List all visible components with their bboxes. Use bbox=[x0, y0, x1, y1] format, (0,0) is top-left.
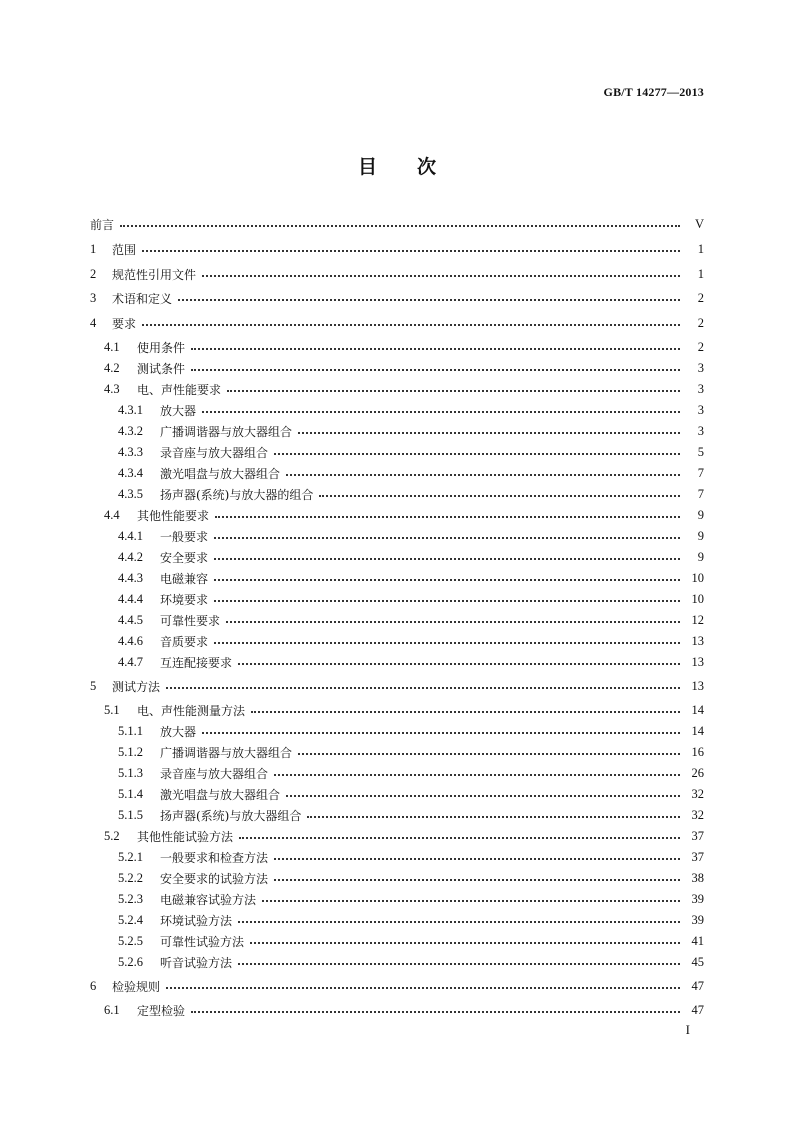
toc-entry-page: 16 bbox=[691, 744, 704, 759]
toc-leader-dots bbox=[238, 663, 680, 665]
toc-entry-page: 37 bbox=[691, 849, 704, 864]
toc-entry-page: V bbox=[694, 216, 704, 231]
toc-leader-dots bbox=[191, 1011, 680, 1013]
toc-entry-title: 范围 bbox=[112, 242, 137, 257]
toc-entry-title: 定型检验 bbox=[137, 1003, 186, 1018]
toc-entry-page: 2 bbox=[697, 339, 704, 354]
toc-entry-page: 13 bbox=[691, 678, 704, 693]
toc-entry-title: 电磁兼容试验方法 bbox=[160, 892, 257, 907]
toc-leader-dots bbox=[250, 942, 680, 944]
toc-entry[interactable] bbox=[0, 700, 794, 720]
toc-entry-number: 4 bbox=[90, 315, 97, 330]
toc-entry-page: 41 bbox=[691, 933, 704, 948]
toc-entry-page: 13 bbox=[691, 633, 704, 648]
toc-entry-title: 广播调谐器与放大器组合 bbox=[160, 424, 293, 439]
toc-entry-page: 3 bbox=[697, 423, 704, 438]
toc-entry-title: 其他性能要求 bbox=[137, 508, 210, 523]
toc-entry[interactable] bbox=[0, 847, 794, 867]
toc-leader-dots bbox=[191, 369, 680, 371]
toc-entry[interactable] bbox=[0, 676, 794, 696]
toc-entry-page: 38 bbox=[691, 870, 704, 885]
toc-leader-dots bbox=[298, 432, 680, 434]
page-title bbox=[0, 152, 794, 179]
toc-entry-title: 广播调谐器与放大器组合 bbox=[160, 745, 293, 760]
toc-entry[interactable] bbox=[0, 910, 794, 930]
toc-leader-dots bbox=[227, 390, 680, 392]
toc-entry[interactable] bbox=[0, 421, 794, 441]
toc-entry-title: 可靠性试验方法 bbox=[160, 934, 245, 949]
toc-entry-page: 9 bbox=[697, 549, 704, 564]
toc-leader-dots bbox=[214, 537, 680, 539]
toc-entry-page: 39 bbox=[691, 912, 704, 927]
toc-entry[interactable] bbox=[0, 976, 794, 996]
toc-entry-page: 39 bbox=[691, 891, 704, 906]
toc-entry[interactable] bbox=[0, 610, 794, 630]
toc-leader-dots bbox=[274, 879, 680, 881]
toc-entry[interactable] bbox=[0, 805, 794, 825]
toc-entry-number: 4.4.6 bbox=[118, 633, 143, 648]
toc-entry-page: 32 bbox=[691, 807, 704, 822]
toc-entry-title: 使用条件 bbox=[137, 340, 186, 355]
toc-entry-page: 14 bbox=[691, 702, 704, 717]
toc-entry-number: 5.2.3 bbox=[118, 891, 143, 906]
toc-leader-dots bbox=[286, 474, 680, 476]
toc-leader-dots bbox=[215, 516, 680, 518]
toc-entry-page: 12 bbox=[691, 612, 704, 627]
toc-entry[interactable] bbox=[0, 505, 794, 525]
toc-entry-number: 6.1 bbox=[104, 1002, 120, 1017]
toc-entry[interactable] bbox=[0, 1000, 794, 1020]
toc-entry-page: 7 bbox=[697, 465, 704, 480]
toc-entry-title: 可靠性要求 bbox=[160, 613, 221, 628]
toc-entry-page: 9 bbox=[697, 528, 704, 543]
toc-entry-title: 电磁兼容 bbox=[160, 571, 209, 586]
toc-leader-dots bbox=[202, 732, 680, 734]
toc-entry-page: 10 bbox=[691, 570, 704, 585]
toc-entry-title: 放大器 bbox=[160, 724, 197, 739]
toc-entry-title: 扬声器(系统)与放大器的组合 bbox=[160, 487, 314, 502]
toc-entry-number: 5.1.1 bbox=[118, 723, 143, 738]
toc-entry[interactable] bbox=[0, 931, 794, 951]
toc-leader-dots bbox=[142, 324, 680, 326]
toc-entry-number: 5.1.4 bbox=[118, 786, 143, 801]
title-part-2: 次 bbox=[417, 156, 437, 178]
toc-entry[interactable] bbox=[0, 547, 794, 567]
toc-entry-number: 5.1.2 bbox=[118, 744, 143, 759]
toc-entry-title: 听音试验方法 bbox=[160, 955, 233, 970]
toc-entry-page: 14 bbox=[691, 723, 704, 738]
toc-entry-title: 激光唱盘与放大器组合 bbox=[160, 787, 281, 802]
toc-entry-page: 47 bbox=[691, 978, 704, 993]
toc-entry[interactable] bbox=[0, 400, 794, 420]
toc-entry-page: 3 bbox=[697, 381, 704, 396]
toc-entry[interactable] bbox=[0, 589, 794, 609]
toc-leader-dots bbox=[286, 795, 680, 797]
toc-leader-dots bbox=[120, 225, 680, 227]
toc-entry-number: 4.3.2 bbox=[118, 423, 143, 438]
toc-leader-dots bbox=[238, 921, 680, 923]
toc-entry-number: 4.4.1 bbox=[118, 528, 143, 543]
toc-leader-dots bbox=[202, 275, 680, 277]
toc-entry-title: 录音座与放大器组合 bbox=[160, 766, 269, 781]
toc-entry-page: 7 bbox=[697, 486, 704, 501]
document-code: GB/T 14277—2013 bbox=[603, 85, 704, 99]
toc-entry-page: 1 bbox=[697, 266, 704, 281]
toc-entry[interactable] bbox=[0, 721, 794, 741]
toc-entry-number: 5 bbox=[90, 678, 97, 693]
toc-entry-page: 5 bbox=[697, 444, 704, 459]
toc-entry[interactable] bbox=[0, 631, 794, 651]
toc-leader-dots bbox=[238, 963, 680, 965]
toc-entry-title: 一般要求和检查方法 bbox=[160, 850, 269, 865]
toc-entry-number: 4.4.3 bbox=[118, 570, 143, 585]
toc-entry-title: 安全要求的试验方法 bbox=[160, 871, 269, 886]
toc-entry[interactable] bbox=[0, 952, 794, 972]
toc-leader-dots bbox=[262, 900, 680, 902]
toc-entry-number: 4.1 bbox=[104, 339, 120, 354]
toc-entry-page: 13 bbox=[691, 654, 704, 669]
toc-entry-number: 4.4 bbox=[104, 507, 120, 522]
toc-entry[interactable] bbox=[0, 214, 794, 234]
toc-entry-number: 4.4.2 bbox=[118, 549, 143, 564]
toc-entry[interactable] bbox=[0, 652, 794, 672]
toc-entry-number: 5.1 bbox=[104, 702, 120, 717]
toc-entry-number: 4.3 bbox=[104, 381, 120, 396]
toc-leader-dots bbox=[166, 987, 680, 989]
toc-leader-dots bbox=[214, 558, 680, 560]
toc-entry[interactable] bbox=[0, 239, 794, 259]
toc-entry-number: 3 bbox=[90, 290, 97, 305]
toc-entry-title: 测试条件 bbox=[137, 361, 186, 376]
toc-entry-page: 3 bbox=[697, 402, 704, 417]
toc-entry-title: 要求 bbox=[112, 316, 137, 331]
toc-entry-number: 5.2.6 bbox=[118, 954, 143, 969]
toc-entry[interactable] bbox=[0, 313, 794, 333]
toc-entry[interactable] bbox=[0, 264, 794, 284]
toc-entry[interactable] bbox=[0, 526, 794, 546]
toc-entry[interactable] bbox=[0, 742, 794, 762]
toc-leader-dots bbox=[298, 753, 680, 755]
toc-leader-dots bbox=[142, 250, 680, 252]
toc-entry[interactable] bbox=[0, 442, 794, 462]
toc-entry[interactable] bbox=[0, 826, 794, 846]
toc-entry-number: 6 bbox=[90, 978, 97, 993]
toc-entry[interactable] bbox=[0, 568, 794, 588]
toc-entry-title: 互连配接要求 bbox=[160, 655, 233, 670]
toc-entry-title: 一般要求 bbox=[160, 529, 209, 544]
toc-leader-dots bbox=[307, 816, 680, 818]
toc-entry-number: 4.3.5 bbox=[118, 486, 143, 501]
toc-entry-page: 47 bbox=[691, 1002, 704, 1017]
toc-entry-title: 电、声性能要求 bbox=[137, 382, 222, 397]
page-number: I bbox=[685, 1022, 690, 1037]
toc-entry-page: 45 bbox=[691, 954, 704, 969]
toc-entry-title: 其他性能试验方法 bbox=[137, 829, 234, 844]
toc-entry-page: 2 bbox=[697, 290, 704, 305]
toc-entry-number: 5.2.5 bbox=[118, 933, 143, 948]
toc-leader-dots bbox=[274, 858, 680, 860]
toc-entry-number: 4.2 bbox=[104, 360, 120, 375]
title-part-1: 目 bbox=[357, 156, 377, 178]
toc-entry-number: 5.1.5 bbox=[118, 807, 143, 822]
toc-entry-page: 32 bbox=[691, 786, 704, 801]
toc-entry-title: 音质要求 bbox=[160, 634, 209, 649]
toc-leader-dots bbox=[191, 348, 680, 350]
toc-entry[interactable] bbox=[0, 889, 794, 909]
toc-entry-title: 安全要求 bbox=[160, 550, 209, 565]
toc-entry-title: 录音座与放大器组合 bbox=[160, 445, 269, 460]
toc-leader-dots bbox=[226, 621, 680, 623]
toc-entry[interactable] bbox=[0, 784, 794, 804]
toc-entry-number: 5.2.1 bbox=[118, 849, 143, 864]
toc-entry-title: 扬声器(系统)与放大器组合 bbox=[160, 808, 302, 823]
toc-entry[interactable] bbox=[0, 379, 794, 399]
toc-entry-title: 电、声性能测量方法 bbox=[137, 703, 246, 718]
toc-entry-number: 5.2.4 bbox=[118, 912, 143, 927]
toc-entry-page: 37 bbox=[691, 828, 704, 843]
toc-leader-dots bbox=[214, 579, 680, 581]
toc-leader-dots bbox=[214, 642, 680, 644]
toc-entry-page: 10 bbox=[691, 591, 704, 606]
toc-entry-page: 3 bbox=[697, 360, 704, 375]
toc-entry[interactable] bbox=[0, 763, 794, 783]
toc-entry-title: 术语和定义 bbox=[112, 291, 173, 306]
toc-entry-number: 4.3.1 bbox=[118, 402, 143, 417]
toc-entry-title: 前言 bbox=[90, 217, 115, 232]
toc-entry-number: 4.4.4 bbox=[118, 591, 143, 606]
toc-entry-title: 规范性引用文件 bbox=[112, 267, 197, 282]
toc-entry[interactable] bbox=[0, 463, 794, 483]
toc-entry-number: 1 bbox=[90, 241, 97, 256]
toc-entry[interactable] bbox=[0, 484, 794, 504]
toc-leader-dots bbox=[274, 453, 680, 455]
toc-entry-page: 1 bbox=[697, 241, 704, 256]
toc-entry-page: 9 bbox=[697, 507, 704, 522]
toc-leader-dots bbox=[178, 299, 680, 301]
toc-entry[interactable] bbox=[0, 868, 794, 888]
toc-entry-number: 2 bbox=[90, 266, 97, 281]
toc-entry-number: 5.1.3 bbox=[118, 765, 143, 780]
toc-entry-number: 5.2 bbox=[104, 828, 120, 843]
toc-entry-title: 环境要求 bbox=[160, 592, 209, 607]
toc-entry-page: 2 bbox=[697, 315, 704, 330]
toc-entry-number: 4.3.4 bbox=[118, 465, 143, 480]
toc-leader-dots bbox=[166, 687, 680, 689]
toc-leader-dots bbox=[214, 600, 680, 602]
toc-entry-number: 4.4.5 bbox=[118, 612, 143, 627]
toc-leader-dots bbox=[251, 711, 680, 713]
toc-entry-title: 放大器 bbox=[160, 403, 197, 418]
toc-entry[interactable] bbox=[0, 288, 794, 308]
toc-leader-dots bbox=[239, 837, 680, 839]
toc-entry-title: 测试方法 bbox=[112, 679, 161, 694]
toc-leader-dots bbox=[319, 495, 680, 497]
toc-leader-dots bbox=[274, 774, 680, 776]
toc-entry-number: 4.3.3 bbox=[118, 444, 143, 459]
toc-entry-title: 激光唱盘与放大器组合 bbox=[160, 466, 281, 481]
toc-entry-page: 26 bbox=[691, 765, 704, 780]
toc-entry-title: 环境试验方法 bbox=[160, 913, 233, 928]
toc-entry[interactable] bbox=[0, 337, 794, 357]
toc-leader-dots bbox=[202, 411, 680, 413]
toc-entry[interactable] bbox=[0, 358, 794, 378]
toc-entry-number: 4.4.7 bbox=[118, 654, 143, 669]
toc-entry-number: 5.2.2 bbox=[118, 870, 143, 885]
toc-entry-title: 检验规则 bbox=[112, 979, 161, 994]
